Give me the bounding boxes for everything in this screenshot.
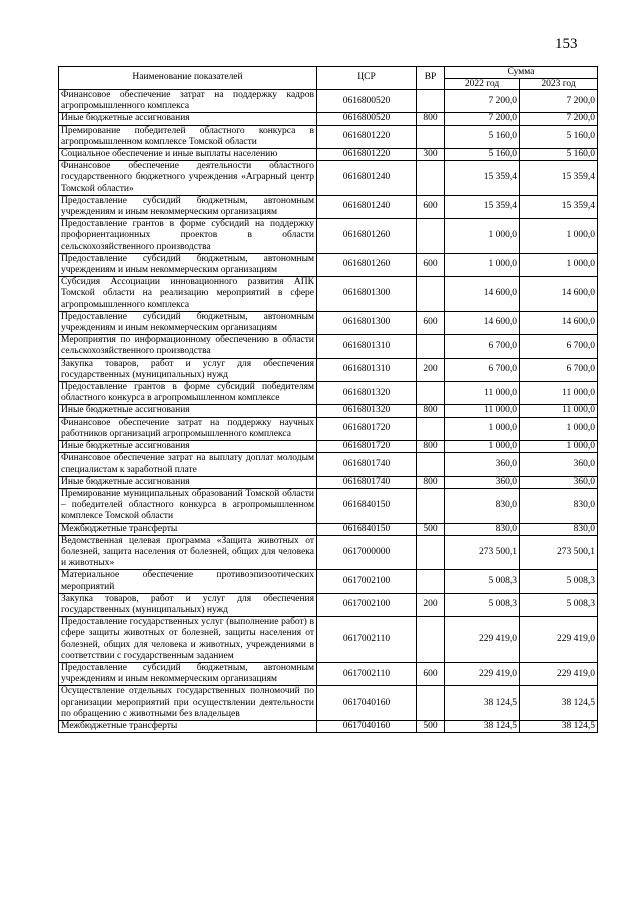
row-name: Финансовое обеспечение затрат на поддержку кадров агропромышленного комплекса bbox=[59, 90, 317, 113]
row-name: Премирование победителей областного конкурса в агропромышленном комплексе Томской области bbox=[59, 125, 317, 148]
row-vr: 600 bbox=[417, 195, 445, 218]
header-year-2022: 2022 год bbox=[445, 78, 520, 90]
row-sum-2022: 1 000,0 bbox=[445, 417, 520, 440]
row-vr bbox=[417, 90, 445, 113]
row-vr bbox=[417, 453, 445, 476]
row-vr bbox=[417, 570, 445, 593]
row-sum-2022: 5 008,3 bbox=[445, 570, 520, 593]
row-vr bbox=[417, 125, 445, 148]
row-sum-2023: 5 008,3 bbox=[520, 593, 598, 616]
row-vr bbox=[417, 219, 445, 254]
row-sum-2023: 6 700,0 bbox=[520, 358, 598, 381]
row-name: Иные бюджетные ассигнования bbox=[59, 441, 317, 453]
table-row bbox=[59, 253, 598, 276]
row-csr: 0616801740 bbox=[317, 476, 417, 488]
row-csr: 0616801720 bbox=[317, 417, 417, 440]
table-row bbox=[59, 90, 598, 113]
row-sum-2023: 7 200,0 bbox=[520, 113, 598, 125]
row-sum-2022: 1 000,0 bbox=[445, 253, 520, 276]
row-sum-2023: 38 124,5 bbox=[520, 686, 598, 721]
table-row bbox=[59, 149, 598, 161]
row-sum-2022: 360,0 bbox=[445, 476, 520, 488]
table-row bbox=[59, 720, 598, 732]
row-sum-2023: 14 600,0 bbox=[520, 311, 598, 334]
table-row bbox=[59, 335, 598, 358]
table-row bbox=[59, 125, 598, 148]
row-sum-2023: 5 008,3 bbox=[520, 570, 598, 593]
row-vr: 800 bbox=[417, 113, 445, 125]
row-sum-2022: 14 600,0 bbox=[445, 311, 520, 334]
row-sum-2022: 6 700,0 bbox=[445, 335, 520, 358]
row-vr bbox=[417, 335, 445, 358]
table-header bbox=[59, 67, 598, 90]
table-row bbox=[59, 161, 598, 196]
header-name: Наименование показателей bbox=[59, 67, 317, 90]
row-name: Осуществление отдельных государственных полномочий по организации мероприятий при осуществлении деятельности по обращению с животными без владельцев bbox=[59, 686, 317, 721]
row-csr: 0616801740 bbox=[317, 453, 417, 476]
row-sum-2022: 830,0 bbox=[445, 488, 520, 523]
row-sum-2022: 5 160,0 bbox=[445, 125, 520, 148]
row-sum-2023: 1 000,0 bbox=[520, 417, 598, 440]
row-sum-2023: 1 000,0 bbox=[520, 219, 598, 254]
row-name: Межбюджетные трансферты bbox=[59, 523, 317, 535]
row-vr: 500 bbox=[417, 720, 445, 732]
row-vr bbox=[417, 417, 445, 440]
row-sum-2023: 1 000,0 bbox=[520, 253, 598, 276]
row-vr: 300 bbox=[417, 149, 445, 161]
row-csr: 0616801240 bbox=[317, 161, 417, 196]
row-name: Финансовое обеспечение деятельности областного государственного бюджетного учреждения «Аграрный центр Томской области» bbox=[59, 161, 317, 196]
row-vr bbox=[417, 617, 445, 663]
row-vr bbox=[417, 277, 445, 312]
row-sum-2022: 7 200,0 bbox=[445, 113, 520, 125]
row-name: Иные бюджетные ассигнования bbox=[59, 113, 317, 125]
table-row bbox=[59, 382, 598, 405]
row-sum-2023: 830,0 bbox=[520, 523, 598, 535]
row-csr: 0616801720 bbox=[317, 441, 417, 453]
row-vr bbox=[417, 686, 445, 721]
row-csr: 0617002100 bbox=[317, 570, 417, 593]
budget-table bbox=[58, 66, 598, 733]
table-row bbox=[59, 617, 598, 663]
row-csr: 0616801320 bbox=[317, 382, 417, 405]
row-csr: 0616801260 bbox=[317, 219, 417, 254]
row-name: Предоставление грантов в форме субсидий на поддержку профориентационных проектов в области сельскохозяйственного производства bbox=[59, 219, 317, 254]
row-sum-2023: 273 500,1 bbox=[520, 535, 598, 570]
row-sum-2022: 7 200,0 bbox=[445, 90, 520, 113]
row-csr: 0617040160 bbox=[317, 686, 417, 721]
row-sum-2022: 14 600,0 bbox=[445, 277, 520, 312]
table-row bbox=[59, 441, 598, 453]
row-name: Закупка товаров, работ и услуг для обеспечения государственных (муниципальных) нужд bbox=[59, 358, 317, 381]
row-vr bbox=[417, 535, 445, 570]
row-sum-2022: 5 160,0 bbox=[445, 149, 520, 161]
table-row bbox=[59, 488, 598, 523]
table-row bbox=[59, 535, 598, 570]
row-name: Предоставление субсидий бюджетным, автономным учреждениям и иным некоммерческим организациям bbox=[59, 662, 317, 685]
table-row bbox=[59, 593, 598, 616]
row-sum-2023: 360,0 bbox=[520, 453, 598, 476]
row-vr: 200 bbox=[417, 358, 445, 381]
table-row bbox=[59, 453, 598, 476]
table-row bbox=[59, 523, 598, 535]
page-number: 153 bbox=[555, 36, 578, 52]
row-sum-2022: 38 124,5 bbox=[445, 720, 520, 732]
row-sum-2023: 1 000,0 bbox=[520, 441, 598, 453]
row-sum-2022: 6 700,0 bbox=[445, 358, 520, 381]
row-name: Межбюджетные трансферты bbox=[59, 720, 317, 732]
table-row bbox=[59, 358, 598, 381]
row-csr: 0616801220 bbox=[317, 149, 417, 161]
row-name: Финансовое обеспечение затрат на выплату доплат молодым специалистам к заработной плате bbox=[59, 453, 317, 476]
row-vr bbox=[417, 488, 445, 523]
row-sum-2022: 11 000,0 bbox=[445, 405, 520, 417]
row-name: Предоставление грантов в форме субсидий победителям областного конкурса в агропромышленном комплексе bbox=[59, 382, 317, 405]
row-sum-2023: 38 124,5 bbox=[520, 720, 598, 732]
header-csr: ЦСР bbox=[317, 67, 417, 90]
row-sum-2023: 6 700,0 bbox=[520, 335, 598, 358]
row-csr: 0616801320 bbox=[317, 405, 417, 417]
row-csr: 0616801310 bbox=[317, 358, 417, 381]
row-csr: 0617040160 bbox=[317, 720, 417, 732]
row-sum-2022: 360,0 bbox=[445, 453, 520, 476]
row-vr bbox=[417, 161, 445, 196]
row-csr: 0616801240 bbox=[317, 195, 417, 218]
row-vr: 800 bbox=[417, 441, 445, 453]
table-row bbox=[59, 417, 598, 440]
row-vr: 200 bbox=[417, 593, 445, 616]
row-csr: 0616800520 bbox=[317, 113, 417, 125]
table-row bbox=[59, 662, 598, 685]
header-year-2023: 2023 год bbox=[520, 78, 598, 90]
row-sum-2022: 830,0 bbox=[445, 523, 520, 535]
header-vr: ВР bbox=[417, 67, 445, 90]
table-row bbox=[59, 311, 598, 334]
row-csr: 0617002100 bbox=[317, 593, 417, 616]
row-csr: 0616840150 bbox=[317, 488, 417, 523]
table-row bbox=[59, 219, 598, 254]
row-vr: 600 bbox=[417, 253, 445, 276]
row-csr: 0616801220 bbox=[317, 125, 417, 148]
table-row bbox=[59, 686, 598, 721]
row-name: Предоставление государственных услуг (выполнение работ) в сфере защиты животных от болезней, защиты населения от болезней, общих для человека и животных, учреждениями в соответствии с государственным заданием bbox=[59, 617, 317, 663]
row-name: Иные бюджетные ассигнования bbox=[59, 476, 317, 488]
table-row bbox=[59, 476, 598, 488]
row-name: Предоставление субсидий бюджетным, автономным учреждениям и иным некоммерческим организациям bbox=[59, 311, 317, 334]
row-sum-2022: 1 000,0 bbox=[445, 219, 520, 254]
row-vr: 600 bbox=[417, 662, 445, 685]
row-sum-2023: 15 359,4 bbox=[520, 195, 598, 218]
row-sum-2023: 5 160,0 bbox=[520, 125, 598, 148]
row-sum-2023: 14 600,0 bbox=[520, 277, 598, 312]
row-csr: 0617000000 bbox=[317, 535, 417, 570]
row-name: Мероприятия по информационному обеспечению в области сельскохозяйственного производства bbox=[59, 335, 317, 358]
row-sum-2022: 38 124,5 bbox=[445, 686, 520, 721]
row-vr: 500 bbox=[417, 523, 445, 535]
row-sum-2023: 830,0 bbox=[520, 488, 598, 523]
row-csr: 0617002110 bbox=[317, 662, 417, 685]
row-csr: 0616801310 bbox=[317, 335, 417, 358]
row-csr: 0616800520 bbox=[317, 90, 417, 113]
table-row bbox=[59, 405, 598, 417]
row-name: Финансовое обеспечение затрат на поддержку научных работников организаций агропромышленного комплекса bbox=[59, 417, 317, 440]
row-sum-2023: 229 419,0 bbox=[520, 662, 598, 685]
row-sum-2022: 229 419,0 bbox=[445, 617, 520, 663]
row-sum-2022: 229 419,0 bbox=[445, 662, 520, 685]
row-vr: 800 bbox=[417, 476, 445, 488]
table-row bbox=[59, 570, 598, 593]
row-sum-2022: 15 359,4 bbox=[445, 195, 520, 218]
row-name: Закупка товаров, работ и услуг для обеспечения государственных (муниципальных) нужд bbox=[59, 593, 317, 616]
row-csr: 0616801300 bbox=[317, 277, 417, 312]
row-sum-2023: 7 200,0 bbox=[520, 90, 598, 113]
table-row bbox=[59, 113, 598, 125]
row-name: Премирование муниципальных образований Томской области – победителей областного конкурса в агропромышленном комплексе Томской области bbox=[59, 488, 317, 523]
row-sum-2023: 5 160,0 bbox=[520, 149, 598, 161]
row-csr: 0616801260 bbox=[317, 253, 417, 276]
row-csr: 0617002110 bbox=[317, 617, 417, 663]
row-sum-2023: 15 359,4 bbox=[520, 161, 598, 196]
row-name: Предоставление субсидий бюджетным, автономным учреждениям и иным некоммерческим организациям bbox=[59, 195, 317, 218]
row-vr bbox=[417, 382, 445, 405]
row-vr: 800 bbox=[417, 405, 445, 417]
row-name: Иные бюджетные ассигнования bbox=[59, 405, 317, 417]
row-sum-2022: 1 000,0 bbox=[445, 441, 520, 453]
row-name: Социальное обеспечение и иные выплаты населению bbox=[59, 149, 317, 161]
row-name: Субсидия Ассоциации инновационного развития АПК Томской области на реализацию мероприятий в сфере агропромышленного комплекса bbox=[59, 277, 317, 312]
table-row bbox=[59, 195, 598, 218]
row-name: Ведомственная целевая программа «Защита животных от болезней, защита населения от болезней, общих для человека и животных» bbox=[59, 535, 317, 570]
row-sum-2022: 11 000,0 bbox=[445, 382, 520, 405]
row-sum-2023: 11 000,0 bbox=[520, 405, 598, 417]
table-row bbox=[59, 277, 598, 312]
row-sum-2023: 360,0 bbox=[520, 476, 598, 488]
row-sum-2022: 273 500,1 bbox=[445, 535, 520, 570]
row-name: Предоставление субсидий бюджетным, автономным учреждениям и иным некоммерческим организациям bbox=[59, 253, 317, 276]
row-csr: 0616840150 bbox=[317, 523, 417, 535]
row-sum-2022: 5 008,3 bbox=[445, 593, 520, 616]
row-name: Материальное обеспечение противоэпизоотических мероприятий bbox=[59, 570, 317, 593]
table-body bbox=[59, 90, 598, 733]
row-sum-2022: 15 359,4 bbox=[445, 161, 520, 196]
header-sum: Сумма bbox=[445, 67, 598, 79]
row-sum-2023: 229 419,0 bbox=[520, 617, 598, 663]
row-sum-2023: 11 000,0 bbox=[520, 382, 598, 405]
row-vr: 600 bbox=[417, 311, 445, 334]
row-csr: 0616801300 bbox=[317, 311, 417, 334]
